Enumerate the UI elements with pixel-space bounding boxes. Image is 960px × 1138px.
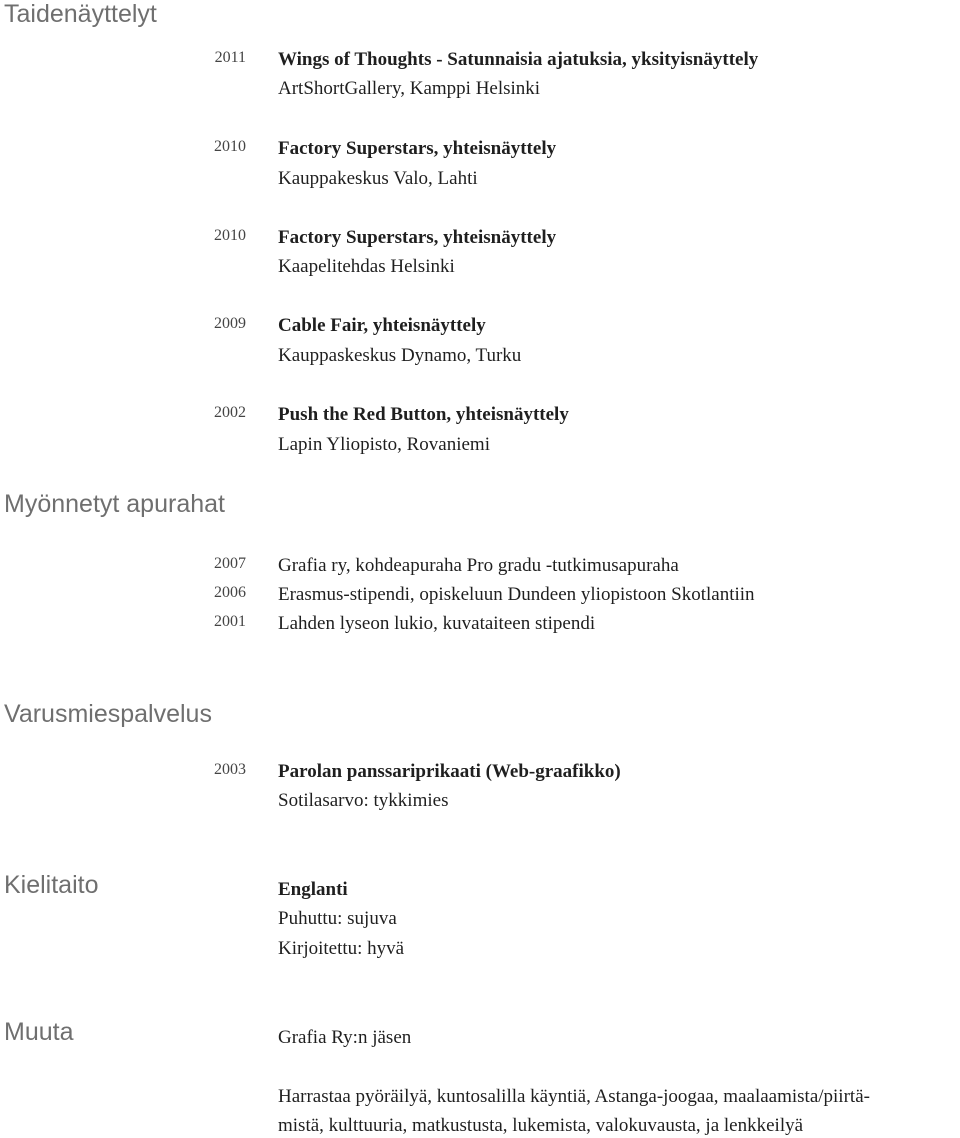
membership-text: Grafia Ry:n jäsen	[278, 1027, 412, 1048]
grant-year: 2007	[214, 555, 246, 572]
section-heading-grants: Myönnetyt apurahat	[4, 490, 225, 518]
exhibition-title: Push the Red Button, yhteisnäyttely	[278, 404, 569, 425]
exhibition-venue: Lapin Yliopisto, Rovaniemi	[278, 434, 490, 455]
grant-description: Lahden lyseon lukio, kuvataiteen stipendi	[278, 613, 596, 634]
grant-description: Grafia ry, kohdeapuraha Pro gradu -tutkimusapuraha	[278, 555, 679, 576]
military-unit: Parolan panssariprikaati (Web-graafikko)	[278, 761, 621, 782]
exhibition-title: Cable Fair, yhteisnäyttely	[278, 315, 486, 336]
language-name: Englanti	[278, 879, 348, 900]
exhibition-title: Factory Superstars, yhteisnäyttely	[278, 138, 557, 159]
exhibition-title: Factory Superstars, yhteisnäyttely	[278, 227, 557, 248]
exhibition-title: Wings of Thoughts - Satunnaisia ajatuksia, yksityisnäyttely	[278, 49, 759, 70]
exhibition-year: 2010	[214, 138, 246, 155]
section-heading-exhibitions: Taidenäyttelyt	[4, 0, 157, 28]
exhibition-year: 2010	[214, 227, 246, 244]
military-rank: Sotilasarvo: tykkimies	[278, 790, 449, 811]
exhibition-venue: Kaapelitehdas Helsinki	[278, 256, 455, 277]
exhibition-year: 2011	[214, 49, 246, 66]
section-heading-languages: Kielitaito	[4, 871, 99, 899]
exhibition-venue: Kauppaskeskus Dynamo, Turku	[278, 345, 522, 366]
language-spoken: Puhuttu: sujuva	[278, 908, 397, 929]
hobbies-text-line2: mistä, kulttuuria, matkustusta, lukemista, valokuvausta, ja lenkkeilyä	[278, 1115, 804, 1136]
language-written: Kirjoitettu: hyvä	[278, 938, 405, 959]
hobbies-text-line1: Harrastaa pyöräilyä, kuntosalilla käyntiä, Astanga-joogaa, maalaamista/piirtä-	[278, 1086, 870, 1107]
grant-year: 2001	[214, 613, 246, 630]
exhibition-year: 2009	[214, 315, 246, 332]
exhibition-venue: Kauppakeskus Valo, Lahti	[278, 168, 478, 189]
section-heading-other: Muuta	[4, 1018, 74, 1046]
grant-description: Erasmus-stipendi, opiskeluun Dundeen yliopistoon Skotlantiin	[278, 584, 755, 605]
grant-year: 2006	[214, 584, 246, 601]
exhibition-year: 2002	[214, 404, 246, 421]
section-heading-military: Varusmiespalvelus	[4, 700, 212, 728]
military-year: 2003	[214, 761, 246, 778]
exhibition-venue: ArtShortGallery, Kamppi Helsinki	[278, 78, 541, 99]
